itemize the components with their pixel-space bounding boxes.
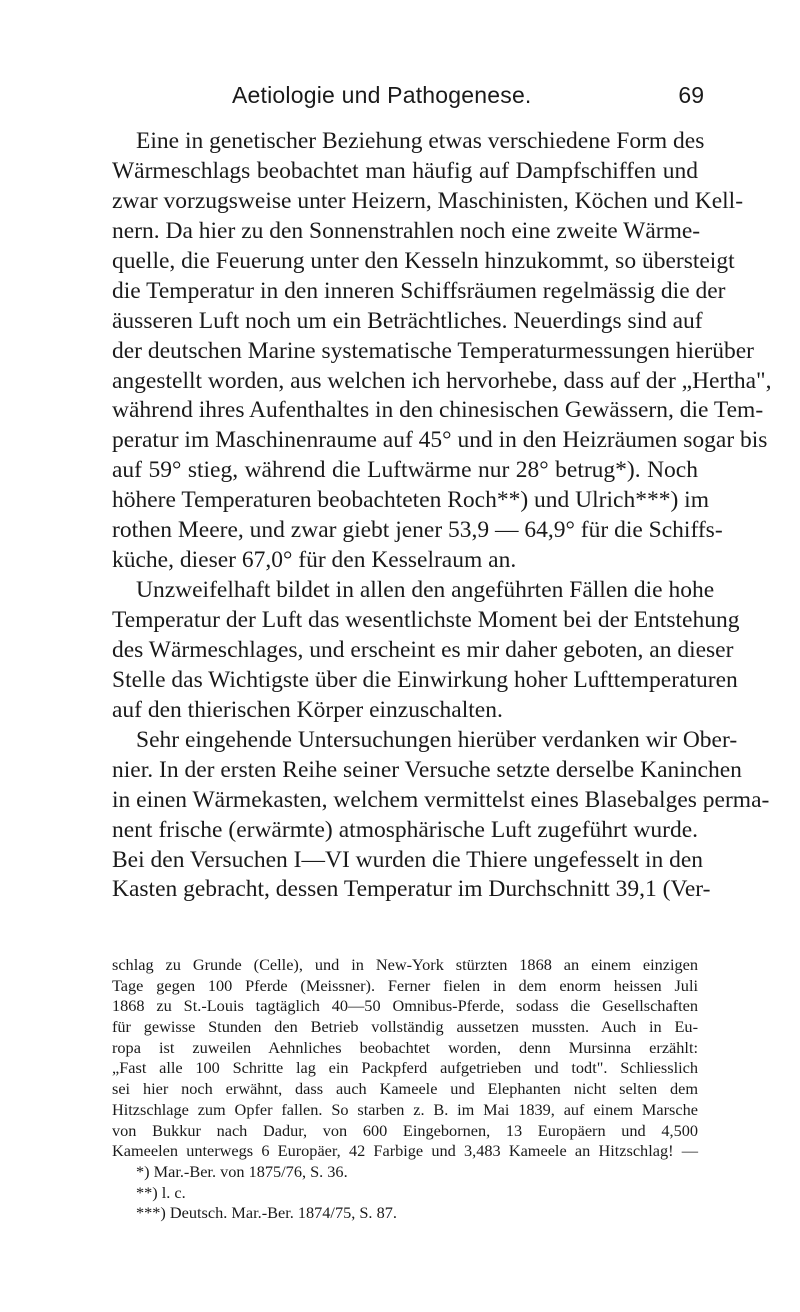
body-line: zwar vorzugsweise unter Heizern, Maschinisten, Köchen und Kell-	[112, 187, 744, 214]
footnote-line: von Bukkur nach Dadur, von 600 Eingebornen, 13 Europäern und 4,500	[112, 1120, 698, 1140]
footnote-line: Hitzschlage zum Opfer fallen. So starben z. B. im Mai 1839, auf einem Marsche	[112, 1099, 698, 1119]
body-line: äusseren Luft noch um ein Beträchtliches. Neuerdings sind auf	[112, 307, 703, 334]
page-number: 69	[678, 82, 704, 108]
body-line: der deutschen Marine systematische Temperaturmessungen hierüber	[112, 337, 754, 364]
body-line: küche, dieser 67,0° für den Kesselraum an.	[112, 547, 517, 574]
body-line: Eine in genetischer Beziehung etwas verschiedene Form des	[136, 128, 705, 154]
body-line: peratur im Maschinenraume auf 45° und in den Heizräumen sogar bis	[112, 427, 768, 454]
body-line: auf 59° stieg, während die Luftwärme nur 28° betrug*). Noch	[112, 457, 698, 484]
body-line: Kasten gebracht, dessen Temperatur im Durchschnitt 39,1 (Ver-	[112, 876, 711, 903]
footnote-line: Kameelen unterwegs 6 Europäer, 42 Farbige und 3,483 Kameele an Hitzschlag! —	[112, 1141, 698, 1161]
body-line: nent frische (erwärmte) atmosphärische Luft zugeführt wurde.	[112, 816, 698, 843]
footnote-line: *) Mar.-Ber. von 1875/76, S. 36.	[136, 1161, 348, 1181]
footnote-line: sei hier noch erwähnt, dass auch Kameele und Elephanten nicht selten dem	[112, 1079, 698, 1099]
footnote-line: ropa ist zuweilen Aehnliches beobachtet worden, denn Mursinna erzählt:	[112, 1037, 698, 1057]
footnote-line: 1868 zu St.-Louis tagtäglich 40—50 Omnibus-Pferde, sodass die Gesellschaften	[112, 996, 698, 1016]
main-text	[112, 127, 772, 905]
footnote-line: schlag zu Grunde (Celle), und in New-York stürzten 1868 an einem einzigen	[112, 955, 698, 974]
footnote-line: **) l. c.	[136, 1182, 186, 1202]
body-line: auf den thierischen Körper einzuschalten.	[112, 696, 503, 723]
body-line: die Temperatur in den inneren Schiffsräumen regelmässig die der	[112, 277, 726, 304]
body-line: Sehr eingehende Untersuchungen hierüber verdanken wir Ober-	[136, 726, 738, 753]
footnote-line: Tage gegen 100 Pferde (Meissner). Ferner fielen in dem enorm heissen Juli	[112, 975, 698, 995]
body-line: in einen Wärmekasten, welchem vermittelst eines Blasebalges perma-	[112, 786, 770, 813]
body-line: quelle, die Feuerung unter den Kesseln hinzukommt, so übersteigt	[112, 247, 735, 274]
body-line: Wärmeschlags beobachtet man häufig auf Dampfschiffen und	[112, 157, 698, 184]
footnote-line: für gewisse Stunden den Betrieb vollständig aussetzen mussten. Auch in Eu-	[112, 1017, 698, 1037]
body-line: höhere Temperaturen beobachteten Roch**) und Ulrich***) im	[112, 487, 709, 514]
body-line: Stelle das Wichtigste über die Einwirkung hoher Lufttemperaturen	[112, 666, 738, 693]
body-line: während ihres Aufenthaltes in den chinesischen Gewässern, die Tem-	[112, 397, 764, 424]
body-line: Temperatur der Luft das wesentlichste Moment bei der Entstehung	[112, 607, 740, 633]
running-header	[0, 82, 800, 114]
body-line: Bei den Versuchen I—VI wurden die Thiere ungefesselt in den	[112, 846, 704, 873]
body-line: rothen Meere, und zwar giebt jener 53,9 — 64,9° für die Schiffs-	[112, 517, 723, 544]
footnote-line: „Fast alle 100 Schritte lag ein Packpferd aufgetrieben und todt". Schliesslich	[112, 1058, 698, 1078]
footnote-line: ***) Deutsch. Mar.-Ber. 1874/75, S. 87.	[136, 1203, 397, 1223]
body-line: nern. Da hier zu den Sonnenstrahlen noch eine zweite Wärme-	[112, 217, 701, 244]
footnotes	[112, 955, 698, 1224]
body-line: angestellt worden, aus welchen ich hervorhebe, dass auf der „Hertha",	[112, 367, 772, 394]
body-line: des Wärmeschlages, und erscheint es mir daher geboten, an dieser	[112, 636, 734, 663]
body-line: nier. In der ersten Reihe seiner Versuche setzte derselbe Kaninchen	[112, 756, 742, 783]
running-title: Aetiologie und Pathogenese.	[232, 82, 532, 108]
body-line: Unzweifelhaft bildet in allen den angeführten Fällen die hohe	[136, 577, 715, 604]
